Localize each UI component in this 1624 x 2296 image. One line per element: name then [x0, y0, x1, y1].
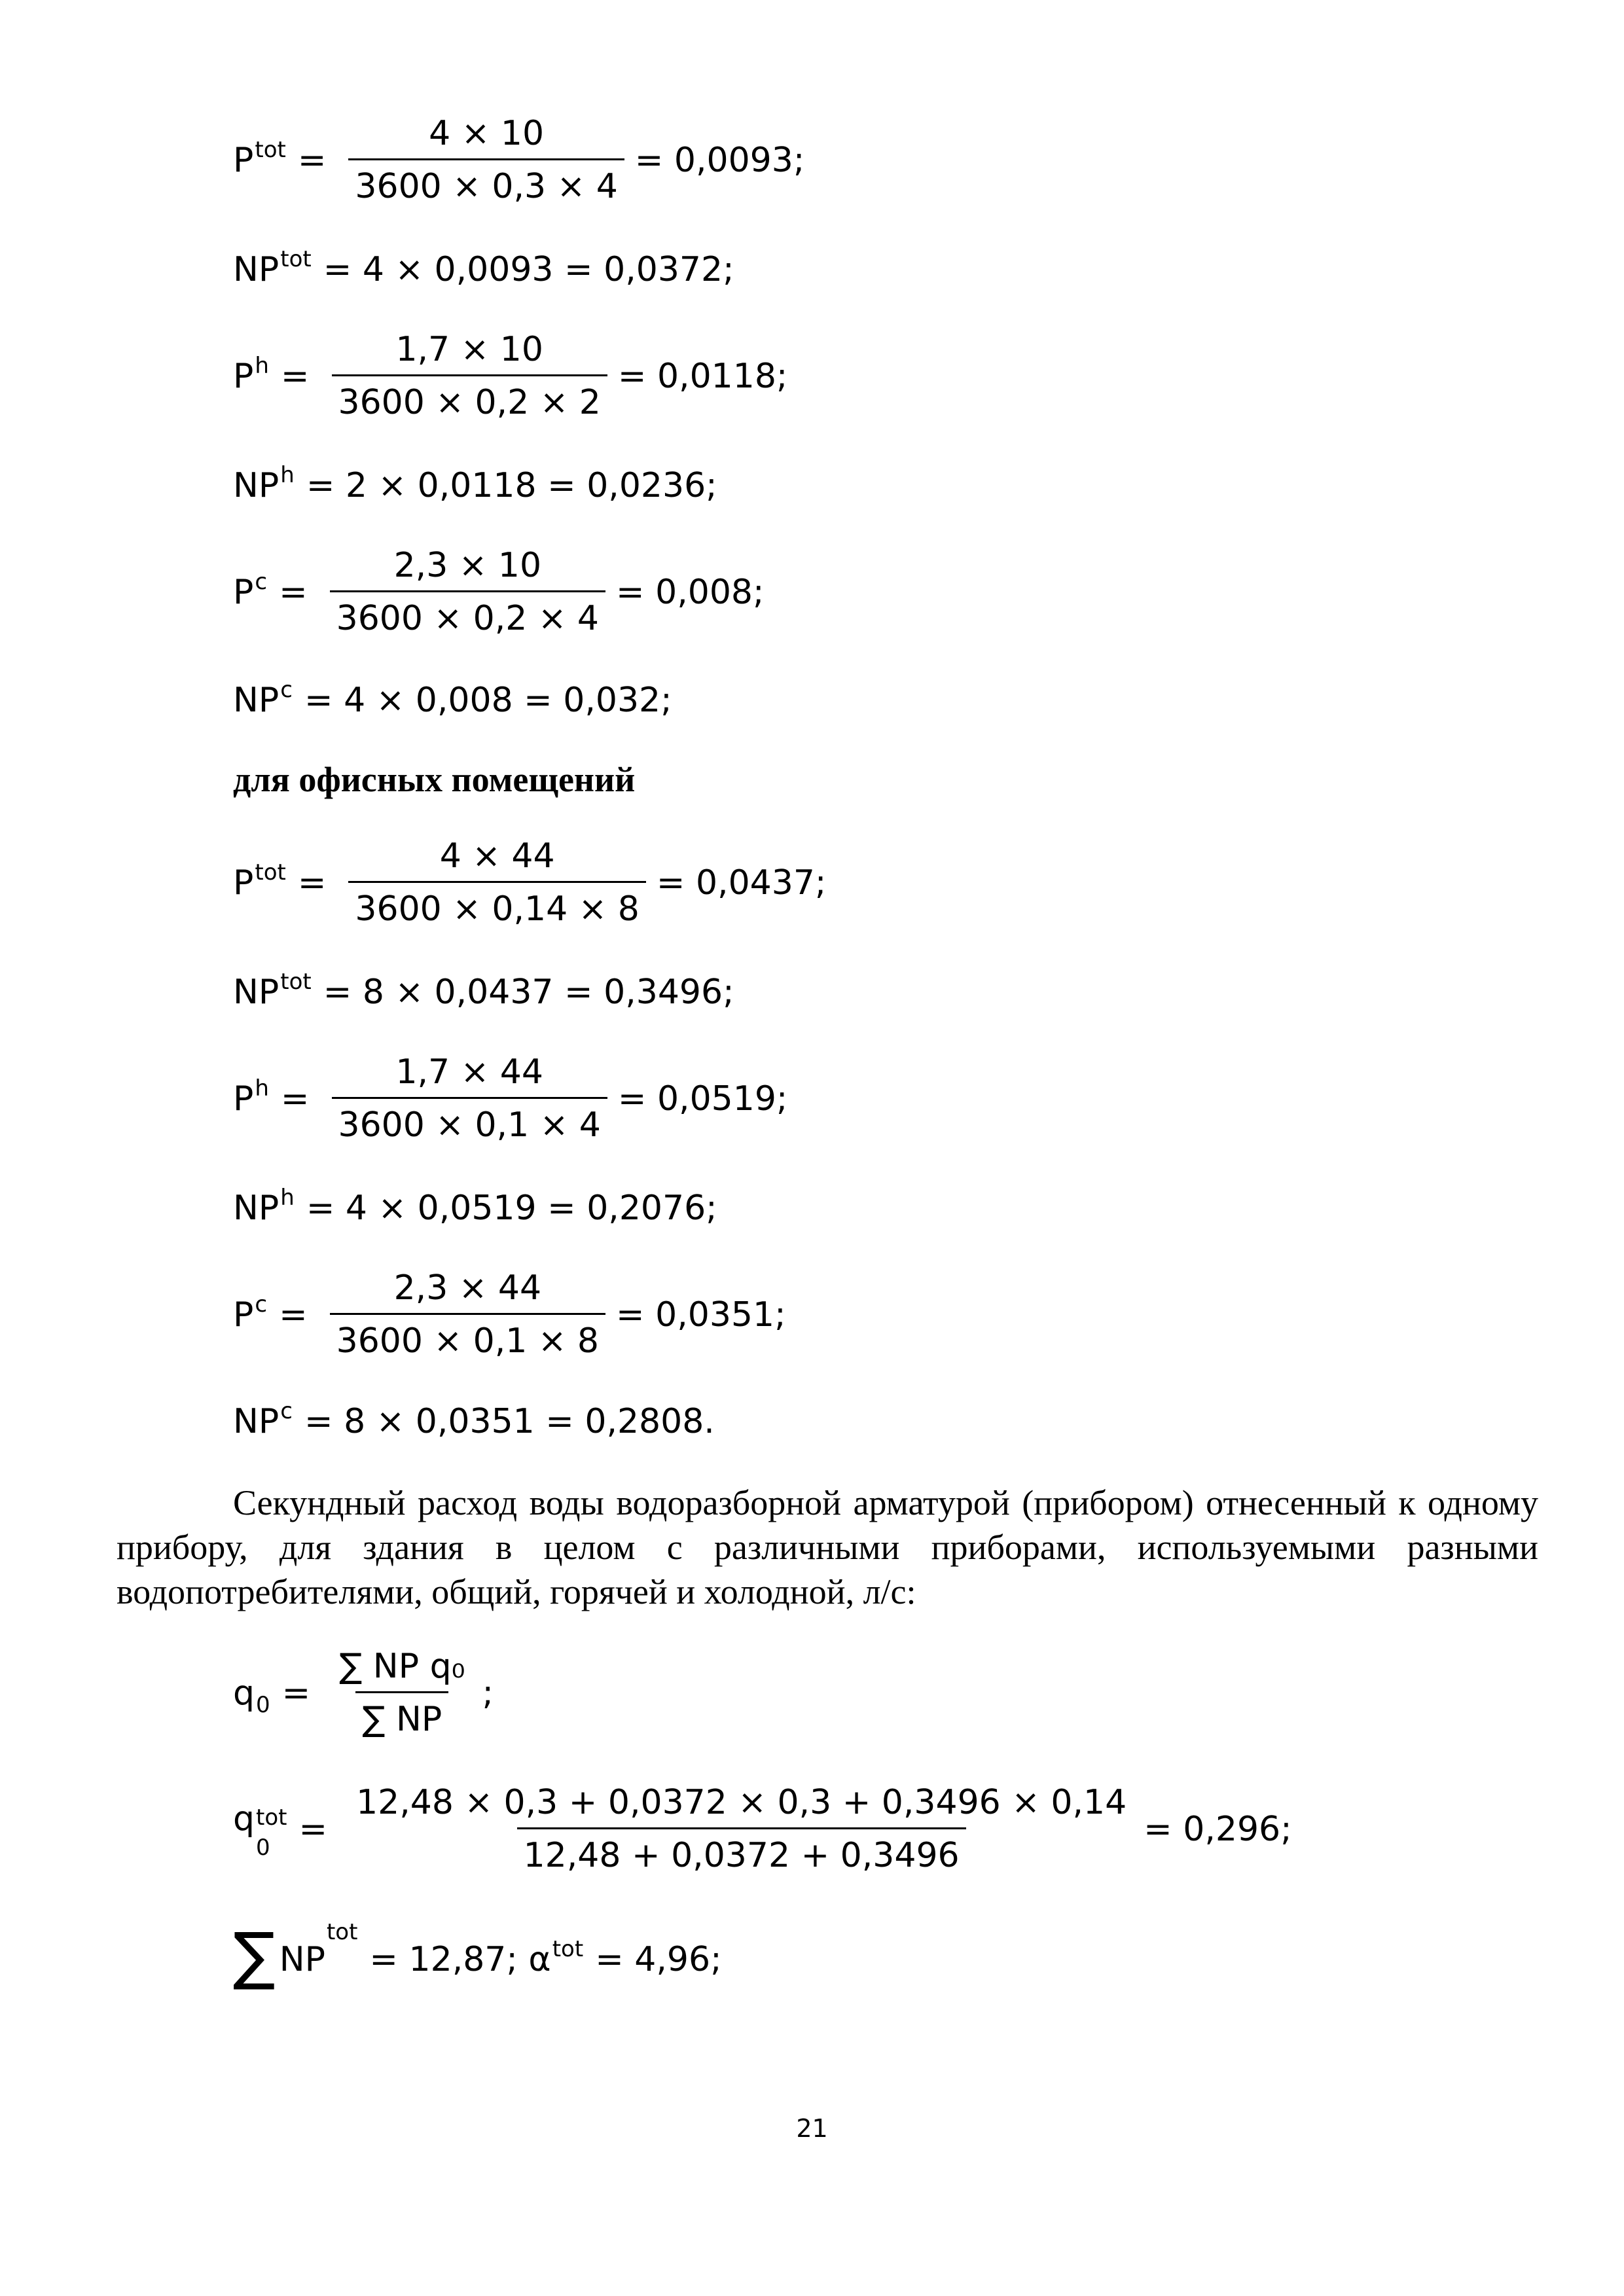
body-paragraph: Секундный расход воды водоразборной арматурой (прибором) отнесенный к одному прибору, для здания в целом с различными приборами, используемыми разными водопотребителями, общий, горячей и холодной, л/с: — [117, 1483, 1538, 1611]
equation-p-c-1: P $^c$ = $\frac{2,3 \times 10}{3600 \times 0,2 \times 4}$ = 0,008; — [233, 546, 765, 638]
equation-np-h-1: NP $^h$ = 2 × 0,0118 = 0,0236; — [233, 462, 717, 505]
equation-np-tot-2: NP $^{tot}$ = 8 × 0,0437 = 0,3496; — [233, 969, 734, 1012]
equation-p-h-2: P $^h$ = $\frac{1,7 \times 44}{3600 \times 0,1 \times 4}$ = 0,0519; — [233, 1052, 788, 1145]
fraction: $\frac{1,7 \times 44}{3600 \times 0,1 \times 4}$ — [332, 1055, 607, 1142]
formula-sum-np: ∑ NP $^{tot}$ = 12,87; α $^{tot}$ = 4,96; — [233, 1919, 722, 1992]
equation-np-c-1: NP $^c$ = 4 × 0,008 = 0,032; — [233, 677, 672, 720]
formula-q0: q $_0$ = $\frac{\text{∑ NP q₀}}{\sum NP}$ ; — [233, 1647, 494, 1739]
fraction: $\frac{\text{∑ NP q₀}}{\sum NP}$ — [339, 1647, 465, 1739]
equation-np-h-2: NP $^h$ = 4 × 0,0519 = 0,2076; — [233, 1185, 717, 1228]
fraction: $\frac{4 \times 44}{3600 \times 0,14 \times 8}$ — [348, 839, 645, 926]
fraction: $\frac{4 \times 10}{3600 \times 0,3 \times 4}$ — [348, 117, 624, 204]
fraction: $\frac{2,3 \times 10}{3600 \times 0,2 \times 4}$ — [330, 548, 605, 636]
equation-np-tot-1: NP $^{tot}$ = 4 × 0,0093 = 0,0372; — [233, 246, 734, 289]
equation-p-tot-2: P $^{tot}$ = $\frac{4 \times 44}{3600 \times 0,14 \times 8}$ = 0,0437; — [233, 836, 827, 929]
fraction: $\frac{12,48 \times 0,3 + 0,0372 \times 0,3 + 0,3496 \times 0,14}{12,48 + 0,0372 + 0,3496}$ — [356, 1783, 1127, 1875]
equation-p-h-1: P $^h$ = $\frac{1,7 \times 10}{3600 \times 0,2 \times 2}$ = 0,0118; — [233, 330, 788, 422]
sigma-symbol: ∑ — [233, 1919, 276, 1992]
formula-q0-tot: q tot 0 = $\frac{12,48 \times 0,3 + 0,0372 \times 0,3 + 0,3496 \times 0,14}{12,48 + 0,0372 + 0,3496}$ = 0,296; — [233, 1783, 1292, 1875]
fraction: $\frac{1,7 \times 10}{3600 \times 0,2 \times 2}$ — [332, 332, 607, 420]
section-heading: для офисных помещений — [233, 760, 636, 799]
equation-np-c-2: NP $^c$ = 8 × 0,0351 = 0,2808. — [233, 1398, 715, 1441]
equation-p-c-2: P $^c$ = $\frac{2,3 \times 44}{3600 \times 0,1 \times 8}$ = 0,0351; — [233, 1268, 786, 1361]
fraction: $\frac{2,3 \times 44}{3600 \times 0,1 \times 8}$ — [330, 1271, 605, 1358]
page-number: 21 — [796, 2114, 828, 2143]
equation-p-tot-1: P $^{tot}$ = $\frac{4 \times 10}{3600 \times 0,3 \times 4}$ = 0,0093; — [233, 114, 805, 206]
